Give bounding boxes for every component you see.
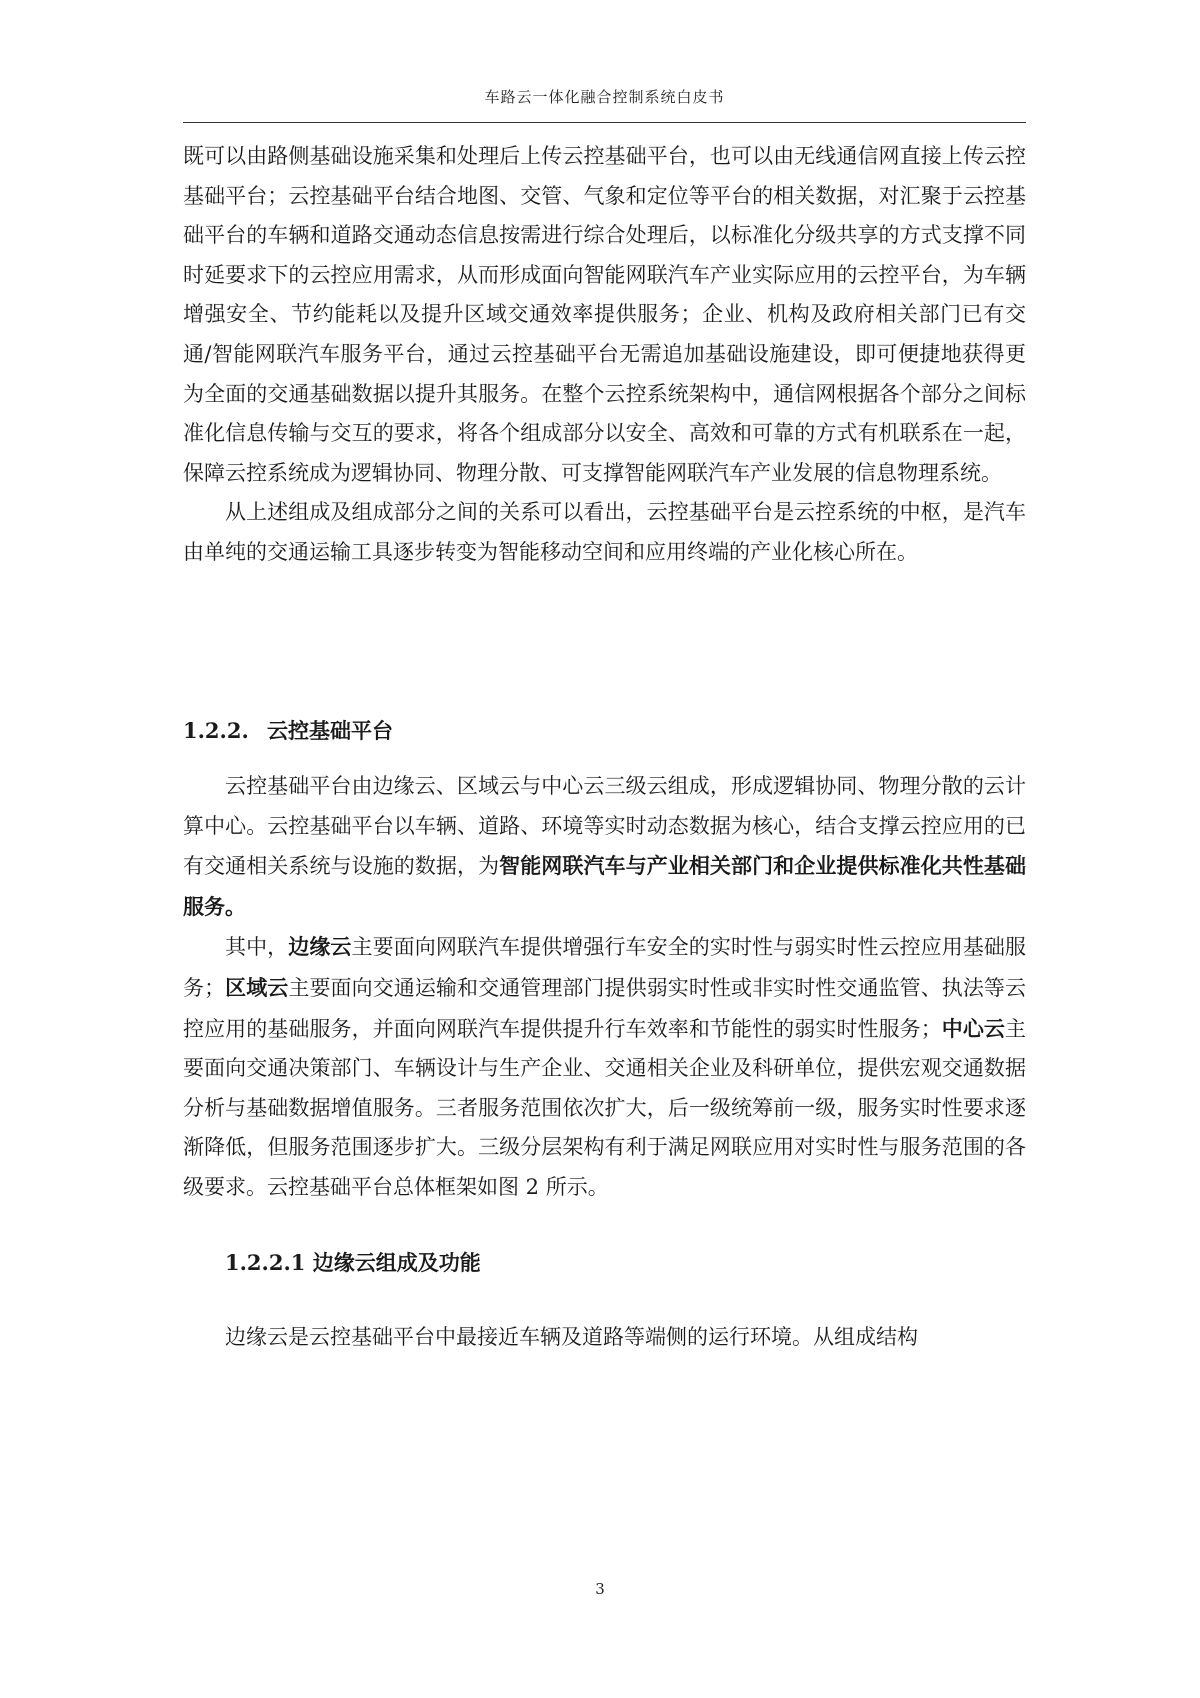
body-block-3 (183, 1318, 1026, 1358)
region-cloud-term: 区域云 (225, 974, 289, 1000)
body-block-2 (183, 767, 1026, 1208)
platform-intro-text: 云控基础平台由边缘云、区域云与中心云三级云组成，形成逻辑协同、物理分散的云计算中心。云控基础平台以车辆、道路、环境等实时动态数据为核心，结合支撑云控应用的已有交通相关系统与设施的数据，为 (183, 774, 1026, 879)
paragraph-edge-cloud-intro: 边缘云是云控基础平台中最接近车辆及道路等端侧的运行环境。从组成结构 (225, 1325, 918, 1349)
body-block-1 (183, 137, 1026, 573)
platform-intro-emphasis: 智能网联汽车与产业相关部门和企业提供标准化共性基础服务。 (183, 853, 1027, 919)
three-tier-intro: 其中， (225, 935, 289, 960)
region-cloud-text: 主要面向交通运输和交通管理部门提供弱实时性或非实时性交通监管、执法等云控应用的基础服务，并面向网联汽车提供提升行车效率和节能性的弱实时性服务； (183, 975, 1027, 1041)
paragraph-three-tier-clouds (183, 927, 1026, 1207)
paragraph-hub-summary: 从上述组成及组成部分之间的关系可以看出，云控基础平台是云控系统的中枢，是汽车由单纯的交通运输工具逐步转变为智能移动空间和应用终端的产业化核心所在。 (183, 500, 1026, 564)
edge-cloud-term: 边缘云 (288, 934, 352, 960)
running-header: 车路云一体化融合控制系统白皮书 (484, 88, 725, 106)
section-number: 1.2.2. (183, 718, 249, 743)
edge-cloud-text: 主要面向网联汽车提供增强行车安全的实时性与弱实时性云控应用基础服务； (183, 935, 1027, 1000)
section-heading-1-2-2-1: 1.2.2.1 边缘云组成及功能 (225, 1250, 481, 1275)
paragraph-platform-intro (183, 767, 1026, 927)
center-cloud-text: 主要面向交通决策部门、车辆设计与生产企业、交通相关企业及科研单位，提供宏观交通数据分析与基础数据增值服务。三者服务范围依次扩大，后一级统筹前一级，服务实时性要求逐渐降低，但服务范围逐步扩大。三级分层架构有利于满足网联应用对实时性与服务范围的各级要求。云控基础平台总体框架如图 2 所示。 (183, 1016, 1027, 1199)
header-divider (183, 122, 1026, 123)
section-heading-1-2-2 (183, 715, 393, 745)
center-cloud-term: 中心云 (941, 1015, 1006, 1041)
paragraph-continuation: 既可以由路侧基础设施采集和处理后上传云控基础平台，也可以由无线通信网直接上传云控基础平台；云控基础平台结合地图、交管、气象和定位等平台的相关数据，对汇聚于云控基础平台的车辆和道路交通动态信息按需进行综合处理后，以标准化分级共享的方式支撑不同时延要求下的云控应用需求，从而形成面向智能网联汽车产业实际应用的云控平台，为车辆增强安全、节约能耗以及提升区域交通效率提供服务；企业、机构及政府相关部门已有交通/智能网联汽车服务平台，通过云控基础平台无需追加基础设施建设，即可便捷地获得更为全面的交通基础数据以提升其服务。在整个云控系统架构中，通信网根据各个部分之间标准化信息传输与交互的要求，将各个组成部分以安全、高效和可靠的方式有机联系在一起，保障云控系统成为逻辑协同、物理分散、可支撑智能网联汽车产业发展的信息物理系统。 (183, 144, 1026, 485)
page-number: 3 (595, 1580, 605, 1598)
section-title-text: 云控基础平台 (267, 718, 393, 743)
